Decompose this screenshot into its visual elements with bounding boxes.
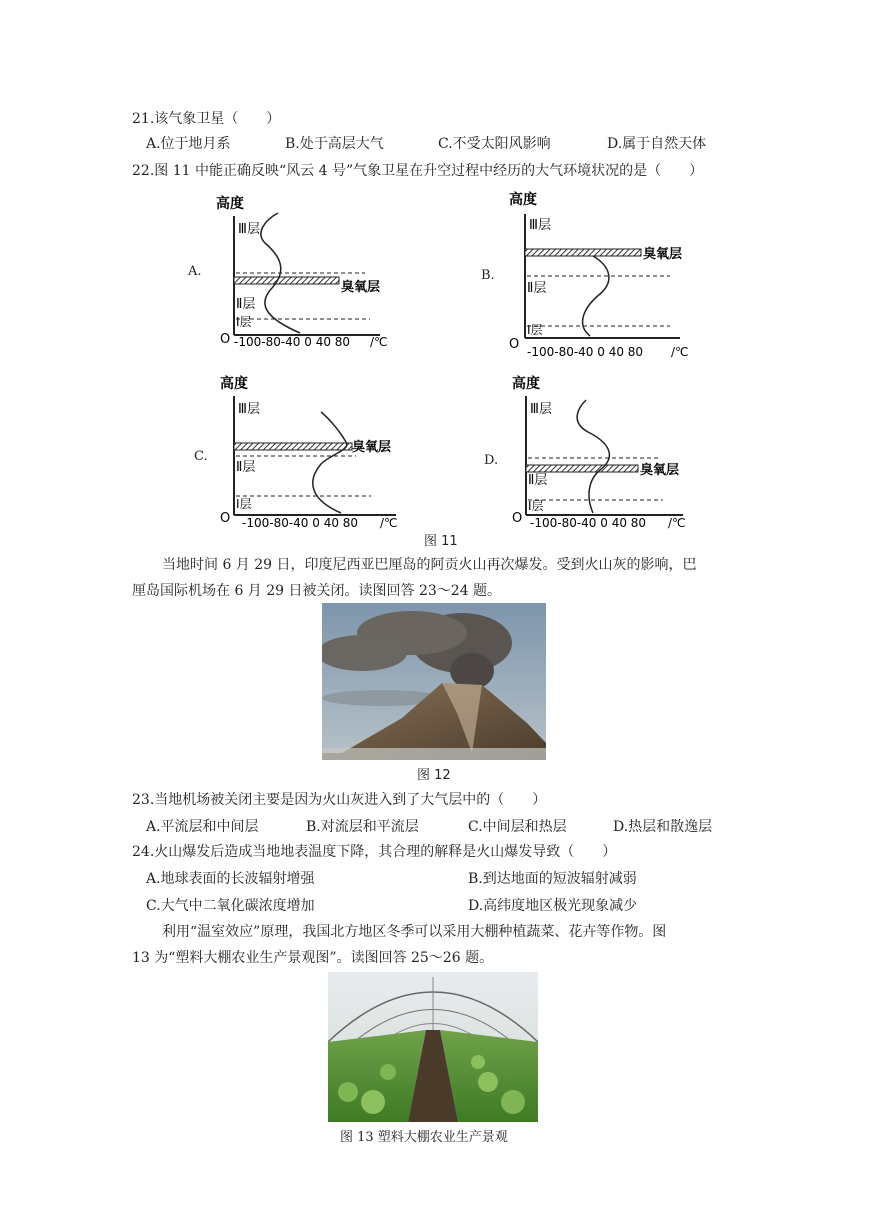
x-unit: /℃ (370, 335, 388, 349)
diagram-b (505, 186, 705, 362)
svg-text:O: O (220, 511, 231, 526)
q23-option-c: C.中间层和热层 (468, 819, 567, 835)
svg-text:O: O (512, 511, 523, 526)
volcano-image (322, 603, 546, 760)
svg-text:臭氧层: 臭氧层 (640, 463, 680, 478)
diagram-d (508, 372, 698, 532)
diagram-a (210, 188, 410, 358)
origin-label: O (220, 332, 231, 347)
svg-text:Ⅲ层: Ⅲ层 (238, 402, 260, 417)
q21-stem: 21.该气象卫星（ ） (132, 111, 281, 127)
svg-text:-100-80-40 0 40 80: -100-80-40 0 40 80 (530, 516, 647, 530)
q24-option-a: A.地球表面的长波辐射增强 (146, 871, 315, 887)
svg-text:臭氧层: 臭氧层 (643, 247, 683, 262)
q24-option-d: D.高纬度地区极光现象减少 (468, 898, 638, 914)
q23-stem: 23.当地机场被关闭主要是因为火山灰进入到了大气层中的（ ） (132, 792, 547, 808)
svg-text:-100-80-40 0 40 80: -100-80-40 0 40 80 (527, 345, 644, 359)
svg-text:Ⅰ层: Ⅰ层 (527, 323, 543, 337)
layer-1-label: Ⅰ层 (236, 315, 252, 329)
figure-12-caption: 图 12 (417, 768, 451, 783)
q23-option-a: A.平流层和中间层 (146, 819, 259, 835)
intro2-line1: 利用“温室效应”原理，我国北方地区冬季可以采用大棚种植蔬菜、花卉等作物。图 (162, 924, 667, 940)
greenhouse-image (328, 972, 538, 1122)
q21-option-c: C.不受太阳风影响 (438, 136, 551, 152)
figure-11-caption: 图 11 (424, 534, 458, 549)
svg-text:Ⅱ层: Ⅱ层 (527, 281, 547, 296)
q24-option-c: C.大气中二氧化碳浓度增加 (146, 898, 315, 914)
intro2-line2: 13 为“塑料大棚农业生产景观图”。读图回答 25～26 题。 (132, 950, 494, 966)
svg-text:/℃: /℃ (671, 345, 689, 359)
svg-text:/℃: /℃ (380, 516, 398, 530)
q24-stem: 24.火山爆发后造成当地地表温度下降，其合理的解释是火山爆发导致（ ） (132, 844, 617, 860)
q21-option-d: D.属于自然天体 (607, 136, 707, 152)
svg-text:O: O (509, 337, 520, 352)
svg-text:Ⅱ层: Ⅱ层 (528, 473, 548, 488)
x-ticks: -100-80-40 0 40 80 (234, 335, 351, 349)
diagram-b-label: B. (481, 268, 495, 283)
q21-option-a: A.位于地月系 (146, 136, 231, 152)
intro1-line2: 厘岛国际机场在 6 月 29 日被关闭。读图回答 23～24 题。 (132, 583, 502, 599)
ozone-label: 臭氧层 (341, 280, 381, 295)
svg-text:Ⅲ层: Ⅲ层 (530, 402, 552, 417)
svg-text:高度: 高度 (509, 192, 537, 208)
svg-text:/℃: /℃ (668, 516, 686, 530)
intro1-line1: 当地时间 6 月 29 日，印度尼西亚巴厘岛的阿贡火山再次爆发。受到火山灰的影响，巴 (162, 557, 697, 573)
q22-stem: 22.图 11 中能正确反映“风云 4 号”气象卫星在升空过程中经历的大气环境状况的是（ ） (132, 163, 704, 179)
svg-text:Ⅲ层: Ⅲ层 (529, 218, 551, 233)
y-axis-label: 高度 (216, 196, 244, 212)
q23-option-d: D.热层和散逸层 (613, 819, 713, 835)
svg-text:Ⅱ层: Ⅱ层 (236, 460, 256, 475)
svg-text:高度: 高度 (220, 376, 248, 392)
q21-option-b: B.处于高层大气 (285, 136, 384, 152)
q24-option-b: B.到达地面的短波辐射减弱 (468, 871, 637, 887)
layer-2-label: Ⅱ层 (236, 297, 256, 312)
figure-13-caption: 图 13 塑料大棚农业生产景观 (340, 1130, 508, 1145)
diagram-c (216, 372, 416, 532)
svg-text:臭氧层: 臭氧层 (352, 440, 392, 455)
diagram-d-label: D. (484, 453, 499, 468)
q23-option-b: B.对流层和平流层 (306, 819, 419, 835)
svg-text:Ⅰ层: Ⅰ层 (236, 497, 252, 511)
svg-text:Ⅰ层: Ⅰ层 (528, 499, 544, 513)
svg-text:高度: 高度 (512, 376, 540, 392)
svg-text:-100-80-40 0 40 80: -100-80-40 0 40 80 (242, 516, 359, 530)
layer-3-label: Ⅲ层 (238, 222, 260, 237)
diagram-c-label: C. (194, 449, 208, 464)
diagram-a-label: A. (188, 264, 202, 279)
